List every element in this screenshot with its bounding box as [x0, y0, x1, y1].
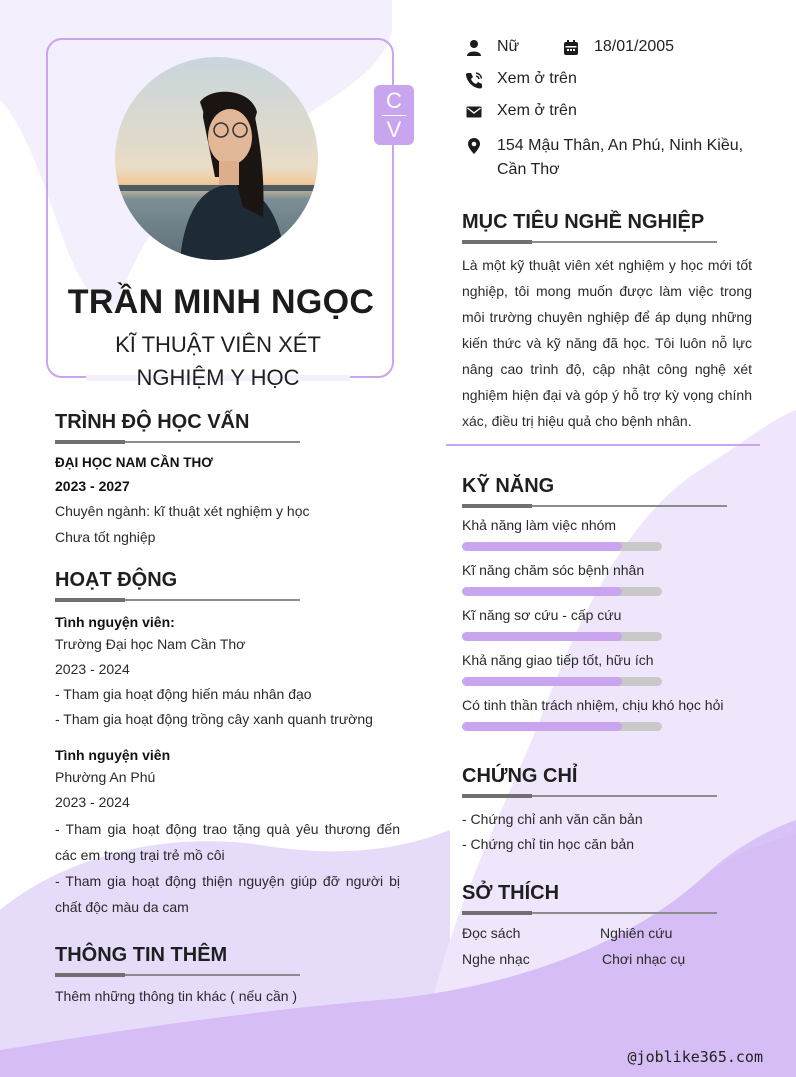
- education-rule: [55, 440, 300, 444]
- contact-birthday-row: [562, 38, 674, 57]
- skill-label: Kĩ năng sơ cứu - cấp cứu: [462, 607, 622, 623]
- hobbies-section: [462, 882, 717, 985]
- hobby-item: Nghe nhạc: [462, 951, 530, 967]
- skill-level-bar: [462, 722, 662, 731]
- skill-level-bar: [462, 632, 662, 641]
- contact-address-row: [465, 134, 743, 182]
- activity-years: 2023 - 2024: [55, 661, 130, 677]
- cv-badge-letter-v: V: [386, 117, 402, 142]
- activities-title: HOẠT ĐỘNG: [55, 569, 178, 591]
- education-years: 2023 - 2027: [55, 478, 130, 494]
- hobbies-title: SỞ THÍCH: [462, 882, 560, 904]
- more-info-title: THÔNG TIN THÊM: [55, 944, 228, 966]
- activities-section: [55, 569, 400, 920]
- hobbies-grid: [462, 925, 717, 985]
- phone-value: Xem ở trên: [497, 70, 577, 87]
- activity-bullet: - Tham gia hoạt động trao tặng quà yêu thương đến các em trong trại trẻ mồ côi: [55, 821, 400, 863]
- skill-item: [462, 697, 724, 731]
- activity-org: Trường Đại học Nam Cần Thơ: [55, 636, 246, 652]
- skill-level-fill: [462, 542, 622, 551]
- candidate-name: TRẦN MINH NGỌC: [67, 283, 375, 321]
- education-school: ĐẠI HỌC NAM CẦN THƠ: [55, 455, 213, 470]
- contact-gender-row: [465, 38, 519, 57]
- skill-item: [462, 517, 662, 551]
- hobby-item: Đọc sách: [462, 925, 521, 941]
- education-section: [55, 411, 400, 545]
- job-title-line1: KĨ THUẬT VIÊN XÉT: [115, 332, 321, 357]
- skills-section: [462, 475, 727, 508]
- skill-level-fill: [462, 722, 622, 731]
- address-line1: 154 Mậu Thân, An Phú, Ninh Kiều,: [497, 137, 744, 154]
- objective-divider: [446, 444, 760, 446]
- certificate-item: - Chứng chỉ anh văn căn bản: [462, 811, 643, 827]
- skill-item: [462, 562, 662, 596]
- skills-title: KỸ NĂNG: [462, 475, 555, 497]
- activities-rule: [55, 598, 300, 602]
- certificates-rule: [462, 794, 717, 798]
- skill-label: Khả năng giao tiếp tốt, hữu ích: [462, 652, 654, 668]
- more-info-section: [55, 944, 400, 1004]
- gender-value: Nữ: [497, 38, 520, 55]
- activity-role: Tình nguyện viên:: [55, 614, 175, 630]
- education-title: TRÌNH ĐỘ HỌC VẤN: [55, 411, 250, 433]
- hobby-item: Nghiên cứu: [600, 925, 673, 941]
- skill-item: [462, 652, 662, 686]
- cv-badge: [374, 85, 414, 145]
- activity-item: [55, 747, 400, 920]
- contact-phone-row: [465, 70, 577, 89]
- activity-bullet: - Tham gia hoạt động hiến máu nhân đạo: [55, 686, 312, 702]
- objective-rule: [462, 240, 717, 244]
- objective-section: [462, 211, 752, 434]
- job-title: [46, 328, 390, 394]
- skill-level-fill: [462, 587, 622, 596]
- more-info-text: Thêm những thông tin khác ( nếu cần ): [55, 988, 298, 1004]
- education-status: Chưa tốt nghiệp: [55, 529, 156, 545]
- objective-text: Là một kỹ thuật viên xét nghiệm y học mới tốt nghiệp, tôi mong muốn được làm việc trong môi trường chuyên nghiệp để áp dụng những kiến thức và kỹ năng đã học. Tôi luôn nỗ lực nâng cao trình độ, cập nhật công nghệ xét nghiệm hiện đại và góp ý hỗ trợ kỳ vọng chính xác, điều trị hiệu quả cho bệnh nhân.: [462, 257, 752, 429]
- hobbies-rule: [462, 911, 717, 915]
- objective-title: MỤC TIÊU NGHỀ NGHIỆP: [462, 211, 705, 233]
- activity-item: [55, 614, 400, 727]
- mail-icon: [465, 103, 483, 121]
- more-info-rule: [55, 973, 300, 977]
- phone-icon: [465, 71, 483, 89]
- certificates-section: [462, 765, 717, 852]
- skill-level-bar: [462, 587, 662, 596]
- person-icon: [465, 39, 483, 57]
- calendar-icon: [562, 39, 580, 57]
- profile-photo: [115, 57, 318, 260]
- skill-level-bar: [462, 677, 662, 686]
- skills-rule: [462, 504, 727, 508]
- address-line2: Cần Thơ: [497, 161, 560, 178]
- skill-level-fill: [462, 677, 622, 686]
- contact-email-row: [465, 102, 577, 121]
- activity-bullet: - Tham gia hoạt động thiện nguyện giúp đỡ người bị chất độc màu da cam: [55, 873, 400, 915]
- job-title-line2: NGHIỆM Y HỌC: [136, 365, 300, 390]
- skill-level-bar: [462, 542, 662, 551]
- skill-label: Khả năng làm việc nhóm: [462, 517, 617, 533]
- activity-role: Tình nguyện viên: [55, 747, 171, 763]
- activity-bullet: - Tham gia hoạt động trồng cây xanh quanh trường: [55, 711, 373, 727]
- skill-level-fill: [462, 632, 622, 641]
- activity-years: 2023 - 2024: [55, 794, 130, 810]
- birthday-value: 18/01/2005: [594, 38, 675, 55]
- hobby-item: Chơi nhạc cụ: [602, 951, 686, 967]
- cv-badge-letter-c: C: [386, 88, 402, 113]
- skill-label: Kĩ năng chăm sóc bệnh nhân: [462, 562, 645, 578]
- certificates-title: CHỨNG CHỈ: [462, 765, 578, 787]
- education-major: Chuyên ngành: kĩ thuật xét nghiệm y học: [55, 503, 310, 519]
- certificate-item: - Chứng chỉ tin học căn bản: [462, 836, 635, 852]
- activity-org: Phường An Phú: [55, 769, 156, 785]
- skill-item: [462, 607, 662, 641]
- footer-website: @joblike365.com: [627, 1048, 763, 1066]
- email-value: Xem ở trên: [497, 102, 577, 119]
- skill-label: Có tinh thần trách nhiệm, chịu khó học hỏi: [462, 697, 724, 713]
- address-value: [497, 134, 743, 182]
- location-pin-icon: [465, 137, 483, 155]
